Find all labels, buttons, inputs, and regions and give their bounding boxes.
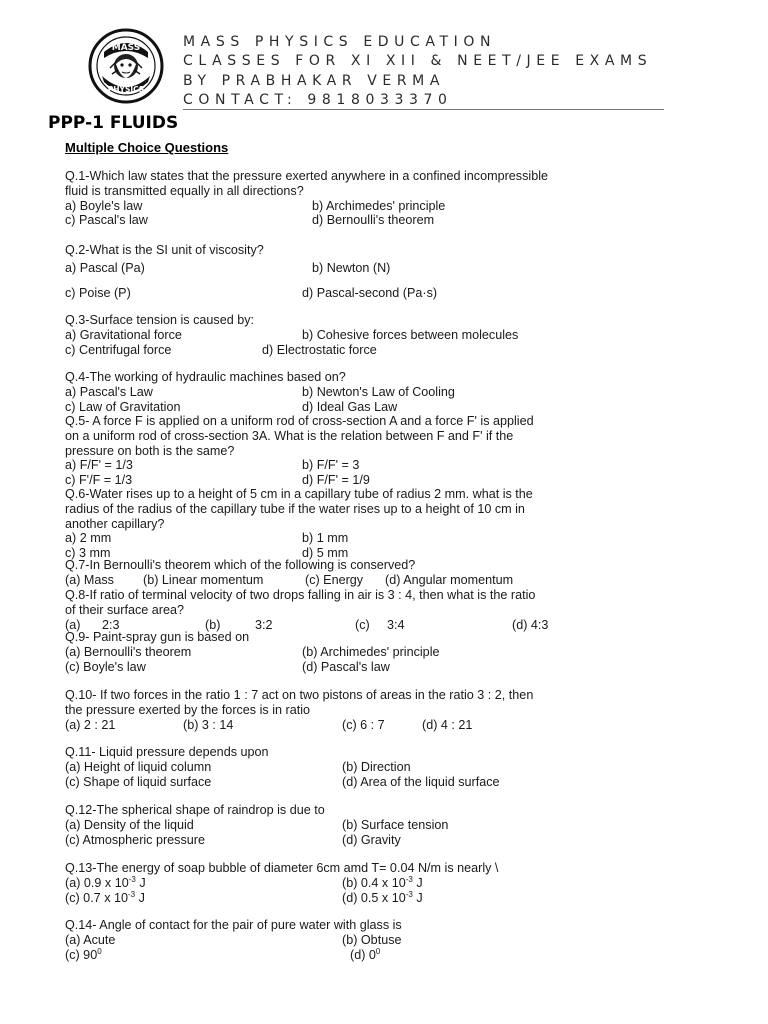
option-a: (a) Bernoulli's theorem bbox=[65, 644, 192, 659]
section-title: Multiple Choice Questions bbox=[65, 140, 229, 155]
question-3 bbox=[65, 313, 585, 357]
option-d: (d) Area of the liquid surface bbox=[342, 774, 500, 789]
question-text: Q.13-The energy of soap bubble of diameter 6cm amd T= 0.04 N/m is nearly \ bbox=[65, 861, 499, 875]
question-13 bbox=[65, 861, 585, 905]
option-b: (b) 3 : 14 bbox=[183, 717, 234, 732]
question-1 bbox=[65, 169, 585, 228]
option-c: c) Pascal's law bbox=[65, 213, 148, 228]
question-8 bbox=[65, 588, 585, 632]
option-d: d) Ideal Gas Law bbox=[302, 399, 398, 414]
option-a: (a) 2 : 21 bbox=[65, 717, 116, 732]
option-d: (d) Angular momentum bbox=[385, 572, 514, 587]
option-a: (a) Acute bbox=[65, 932, 116, 947]
option-a: a) 2 mm bbox=[65, 531, 112, 546]
question-text: Q.4-The working of hydraulic machines based on? bbox=[65, 370, 346, 384]
option-a: a) Pascal (Pa) bbox=[65, 260, 145, 275]
option-a: (a) Density of the liquid bbox=[65, 817, 194, 832]
option-a: (a) 0.9 x $10^{-3}$ J bbox=[65, 874, 146, 890]
option-d: (d) Pascal's law bbox=[302, 659, 390, 674]
option-c: c) 3 mm bbox=[65, 546, 111, 561]
option-c: (c) Atmospheric pressure bbox=[65, 832, 205, 847]
option-c-value: 3:4 bbox=[387, 617, 405, 632]
option-b-value: 3:2 bbox=[255, 617, 273, 632]
question-text: Q.10- If two forces in the ratio 1 : 7 act on two pistons of areas in the ratio 3 : 2, then bbox=[65, 688, 534, 702]
option-d: (d) 4:3 bbox=[512, 617, 549, 632]
question-4 bbox=[65, 370, 585, 414]
option-d: d) Electrostatic force bbox=[262, 342, 377, 357]
question-9 bbox=[65, 630, 585, 674]
option-c: c) F'/F = 1/3 bbox=[65, 473, 133, 488]
option-b: (b) 0.4 x $10^{-3}$ J bbox=[342, 874, 423, 890]
question-text: another capillary? bbox=[65, 516, 165, 531]
option-c-label: (c) bbox=[355, 617, 370, 632]
question-text: fluid is transmitted equally in all directions? bbox=[65, 183, 304, 198]
header-line-3: BY PRABHAKAR VERMA bbox=[183, 72, 446, 89]
option-c: (c) Shape of liquid surface bbox=[65, 774, 212, 789]
option-d: d) 5 mm bbox=[302, 546, 349, 561]
option-b: b) Cohesive forces between molecules bbox=[302, 327, 519, 342]
option-b: (b) Linear momentum bbox=[143, 572, 264, 587]
option-d: d) Bernoulli's theorem bbox=[312, 213, 435, 228]
question-6 bbox=[65, 487, 585, 561]
option-b: b) 1 mm bbox=[302, 531, 349, 546]
option-c: c) Poise (P) bbox=[65, 285, 131, 300]
option-a-label: (a) bbox=[65, 617, 81, 632]
option-d: (d) $0^0$ bbox=[350, 946, 381, 962]
question-text: the pressure exerted by the forces is in ratio bbox=[65, 702, 311, 717]
logo-bottom-text: PHYSICS bbox=[107, 85, 145, 94]
option-c: (c) Energy bbox=[305, 572, 364, 587]
option-a: (a) Height of liquid column bbox=[65, 759, 212, 774]
question-text: of their surface area? bbox=[65, 602, 185, 617]
option-a: a) F/F' = 1/3 bbox=[65, 458, 133, 473]
logo bbox=[88, 28, 164, 104]
question-text: pressure on both is the same? bbox=[65, 443, 235, 458]
option-d: (d) Gravity bbox=[342, 832, 401, 847]
question-text: Q.8-If ratio of terminal velocity of two drops falling in air is 3 : 4, then what is the ratio bbox=[65, 588, 536, 602]
header-divider bbox=[183, 109, 664, 110]
question-10 bbox=[65, 688, 585, 732]
option-b: (b) Direction bbox=[342, 759, 411, 774]
mass-physics-logo-seal bbox=[88, 28, 164, 104]
question-text: Q.7-In Bernoulli's theorem which of the following is conserved? bbox=[65, 558, 416, 572]
option-a: a) Pascal's Law bbox=[65, 384, 153, 399]
option-d: (d) 0.5 x $10^{-3}$ J bbox=[342, 889, 423, 905]
question-text: Q.5- A force F is applied on a uniform rod of cross-section A and a force F' is applied bbox=[65, 414, 534, 428]
question-text: Q.9- Paint-spray gun is based on bbox=[65, 630, 250, 644]
option-c: (c) 0.7 x $10^{-3}$ J bbox=[65, 889, 145, 905]
question-text: Q.6-Water rises up to a height of 5 cm in a capillary tube of radius 2 mm. what is the bbox=[65, 487, 533, 501]
option-a: a) Boyle's law bbox=[65, 198, 143, 213]
header-line-2: CLASSES FOR XI XII & NEET/JEE EXAMS bbox=[183, 53, 653, 70]
option-c: (c) Boyle's law bbox=[65, 659, 146, 674]
option-d: d) F/F' = 1/9 bbox=[302, 473, 370, 488]
option-c: c) Law of Gravitation bbox=[65, 399, 181, 414]
option-b: (b) Obtuse bbox=[342, 932, 402, 947]
option-b-label: (b) bbox=[205, 617, 221, 632]
option-c: c) Centrifugal force bbox=[65, 342, 172, 357]
header-line-1: MASS PHYSICS EDUCATION bbox=[183, 34, 497, 50]
option-b: b) F/F' = 3 bbox=[302, 458, 360, 473]
question-text: Q.14- Angle of contact for the pair of pure water with glass is bbox=[65, 918, 402, 932]
option-a: a) Gravitational force bbox=[65, 327, 182, 342]
question-text: Q.2-What is the SI unit of viscosity? bbox=[65, 243, 264, 257]
document-title: PPP-1 FLUIDS bbox=[48, 113, 179, 133]
question-5 bbox=[65, 414, 585, 488]
option-a-value: 2:3 bbox=[102, 617, 120, 632]
question-2 bbox=[65, 243, 585, 300]
option-d: (d) 4 : 21 bbox=[422, 717, 473, 732]
question-text: on a uniform rod of cross-section 3A. What is the relation between F and F' if the bbox=[65, 428, 514, 443]
logo-top-text: MASS bbox=[111, 43, 141, 53]
option-b: b) Newton's Law of Cooling bbox=[302, 384, 455, 399]
header-line-4: CONTACT: 9818033370 bbox=[183, 91, 453, 108]
question-text: Q.1-Which law states that the pressure exerted anywhere in a confined incompressible bbox=[65, 169, 549, 183]
question-text: Q.3-Surface tension is caused by: bbox=[65, 313, 255, 327]
option-c: (c) $90^0$ bbox=[65, 946, 102, 962]
question-12 bbox=[65, 803, 585, 847]
option-b: b) Archimedes' principle bbox=[312, 198, 446, 213]
question-text: Q.11- Liquid pressure depends upon bbox=[65, 745, 269, 759]
option-b: (b) Surface tension bbox=[342, 817, 449, 832]
option-a: (a) Mass bbox=[65, 572, 114, 587]
header-lines bbox=[183, 33, 683, 110]
option-c: (c) 6 : 7 bbox=[342, 717, 385, 732]
question-11 bbox=[65, 745, 585, 789]
option-b: (b) Archimedes' principle bbox=[302, 644, 440, 659]
question-text: Q.12-The spherical shape of raindrop is due to bbox=[65, 803, 325, 817]
question-7 bbox=[65, 558, 585, 588]
question-text: radius of the radius of the capillary tube if the water rises up to a height of 10 cm in bbox=[65, 501, 525, 516]
option-b: b) Newton (N) bbox=[312, 260, 391, 275]
option-d: d) Pascal-second (Pa·s) bbox=[302, 285, 438, 300]
question-14 bbox=[65, 918, 585, 962]
